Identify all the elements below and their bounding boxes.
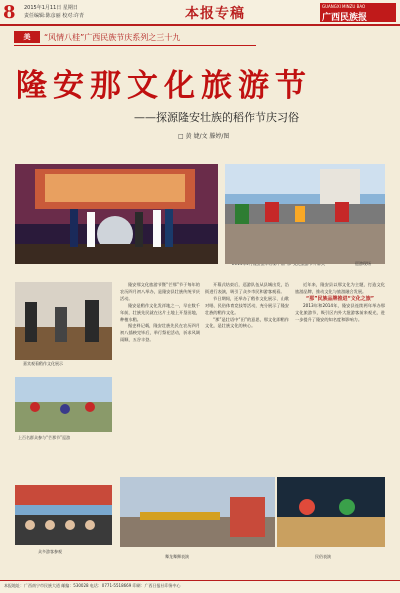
article-column-2 bbox=[205, 282, 289, 472]
caption-parade: 巡游现场 bbox=[355, 261, 371, 266]
photo-evening-show bbox=[277, 477, 385, 547]
subheadline: ——探源隆安壮族的稻作节庆习俗 bbox=[134, 111, 299, 124]
headline: 隆安那文化旅游节 bbox=[16, 68, 312, 104]
paragraph: 节日期间，还举办了稻作文化展示、山歌对唱、民俗体育竞技等活动，充分展示了隆安壮族的稻作文化。 bbox=[205, 295, 289, 315]
photo-dragon bbox=[120, 477, 275, 547]
masthead-chinese: 广西民族报 bbox=[322, 13, 368, 23]
photo-opening-ceremony bbox=[15, 164, 218, 264]
caption-exhibition: 嘉宾观看稻作文化展示 bbox=[23, 361, 63, 366]
article-column-3 bbox=[295, 282, 385, 472]
paragraph: 隆安是稻作文化发祥地之一，早在数千年前，壮族先民就在这片土地上开垦田地，种植水稻。 bbox=[120, 302, 200, 322]
photo-farmers bbox=[15, 377, 112, 432]
series-rule bbox=[14, 45, 256, 46]
masthead-english: GUANGXI MINZU BAO bbox=[322, 4, 366, 9]
page-number: 8 bbox=[3, 2, 16, 23]
paragraph: “那”是壮语中“田”的意思，那文化即稻作文化，是壮族文化的核心。 bbox=[205, 316, 289, 329]
caption-dragon: 舞龙舞狮表演 bbox=[165, 554, 189, 559]
paragraph: 据史料记载，隆安壮族先民在农历四月初八插秧完毕后，举行祭祀活动，祈求风调雨顺、五谷丰登。 bbox=[120, 323, 200, 343]
series-title: “风情八桂”广西民族节庆系列之三十九 bbox=[44, 33, 181, 42]
caption-crowd: 众多游客参观 bbox=[38, 549, 62, 554]
date-line: 2015年1月11日 星期日 bbox=[24, 5, 78, 11]
edition-line: 责任编辑:陈彦丽 校对:许青 bbox=[24, 13, 84, 19]
header-rule bbox=[0, 24, 400, 26]
caption-evening: 民俗表演 bbox=[315, 554, 331, 559]
byline: □ 黄 婕/文 滕婷/图 bbox=[178, 133, 230, 140]
section-title: 本报专稿 bbox=[185, 6, 245, 22]
article-column-1 bbox=[120, 282, 200, 472]
paragraph: 2013年和2014年，隆安县连续两年举办那文化旅游节，吸引区内外大批游客前来观光，进一步提升了隆安的知名度和影响力。 bbox=[295, 302, 385, 322]
photo-parade bbox=[225, 164, 385, 264]
footer-text: 本报地址：广西南宁市民族大道 邮编：530028 电话：0771-5518669 印刷：广西日报社印务中心 bbox=[4, 583, 181, 588]
paragraph: 开幕式结束后，巡游队伍从县城出发，沿街进行表演，吸引了众多市民和游客观看。 bbox=[205, 282, 289, 294]
paragraph: 近年来，隆安县以那文化为主题，打造文化旅游品牌，推动文化与旅游融合发展。 bbox=[295, 282, 385, 294]
section-subheading: “那”民族品牌推进“文化之旅” bbox=[305, 295, 375, 302]
paragraph: 隆安那文化旅游节暨“芒那”节于每年的农历四月初八举办，是隆安县壮族传统节庆活动。 bbox=[120, 282, 200, 301]
photo-exhibition bbox=[15, 282, 112, 360]
series-badge: 美 bbox=[14, 31, 40, 43]
caption-farmers: 上百名群众参与“芒那节”巡游 bbox=[18, 435, 71, 440]
photo-crowd bbox=[15, 485, 112, 545]
